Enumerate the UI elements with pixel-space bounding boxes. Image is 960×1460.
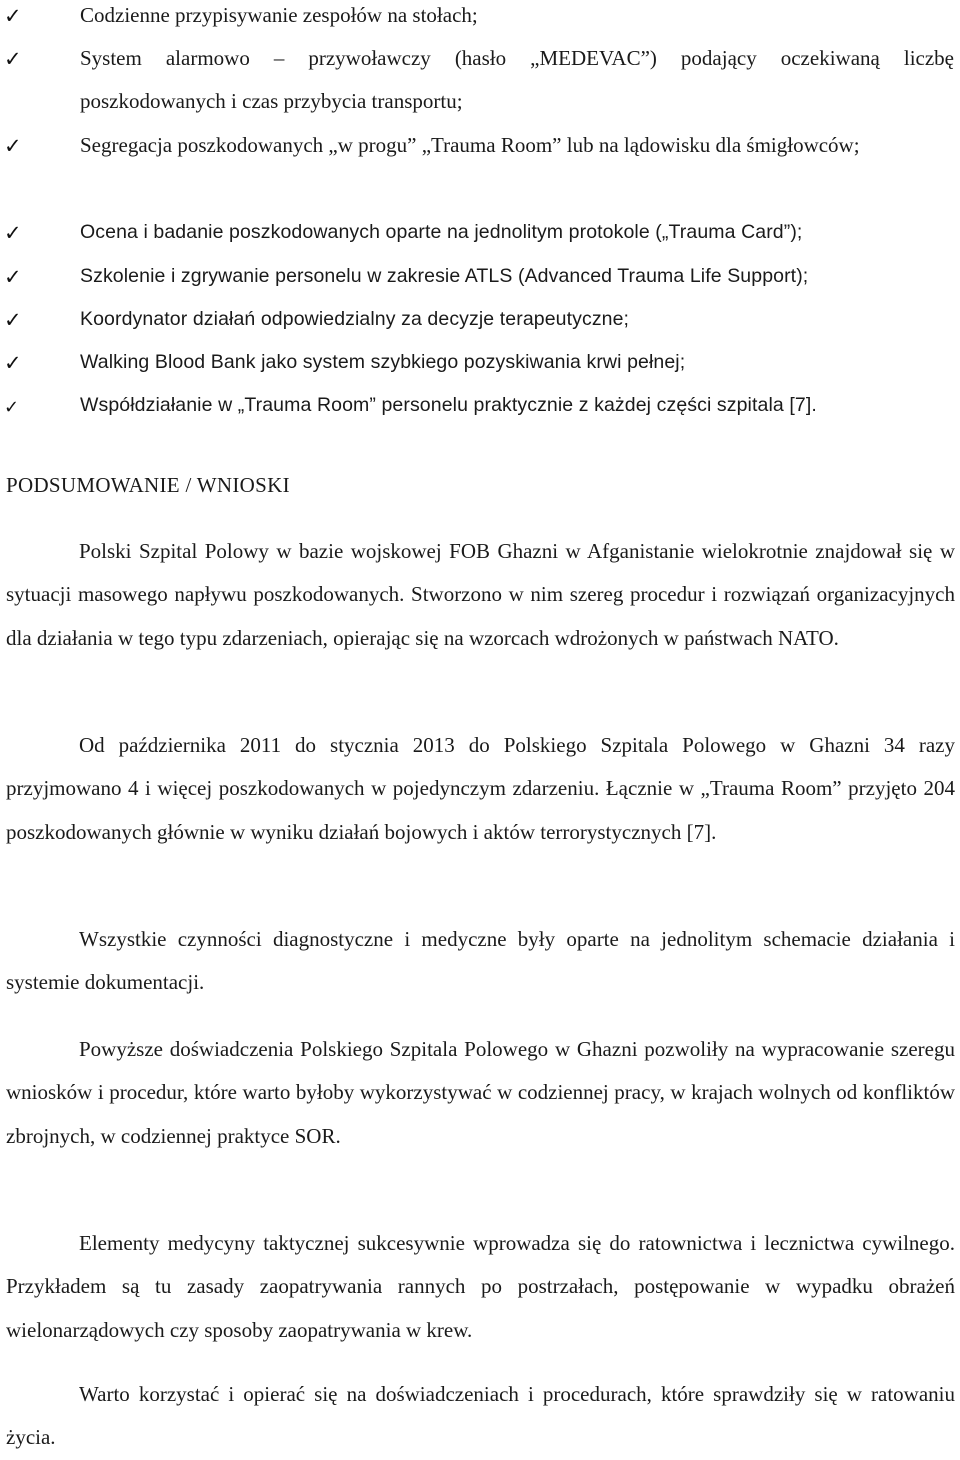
list-item-text: Walking Blood Bank jako system szybkiego pozyskiwania krwi pełnej; [80, 351, 686, 373]
list-item-text: Szkolenie i zgrywanie personelu w zakresie ATLS (Advanced Trauma Life Support); [80, 265, 809, 287]
paragraph: Powyższe doświadczenia Polskiego Szpitala Polowego w Ghazni pozwoliły na wypracowanie szeregu wniosków i procedur, które warto byłoby wykorzystywać w codziennej pracy, w krajach wolnych od konfliktów zbrojnych, w codziennej praktyce SOR. [6, 1037, 955, 1148]
checkmark-icon: ✓ [4, 134, 22, 158]
list-item-text: Ocena i badanie poszkodowanych oparte na jednolitym protokole („Trauma Card”); [80, 221, 803, 243]
checkmark-icon: ✓ [4, 4, 22, 28]
checkmark-icon: ✓ [4, 397, 20, 418]
paragraph: Warto korzystać i opierać się na doświadczeniach i procedurach, które sprawdziły się w ratowaniu życia. [6, 1382, 955, 1450]
paragraph: Elementy medycyny taktycznej sukcesywnie wprowadza się do ratownictwa i lecznictwa cywilnego. Przykładem są tu zasady zaopatrywania rannych po postrzałach, postępowanie w wypadku obrażeń wielonarządowych czy sposoby zaopatrywania w krew. [6, 1231, 955, 1342]
checkmark-icon: ✓ [4, 47, 22, 71]
checkmark-icon: ✓ [4, 351, 22, 375]
checkmark-icon: ✓ [4, 308, 22, 332]
list-item-text: Segregacja poszkodowanych „w progu” „Trauma Room” lub na lądowisku dla śmigłowców; [80, 133, 860, 157]
paragraph: Polski Szpital Polowy w bazie wojskowej FOB Ghazni w Afganistanie wielokrotnie znajdował się w sytuacji masowego napływu poszkodowanych. Stworzono w nim szereg procedur i rozwiązań organizacyjnych dla działania w tego typu zdarzeniach, opierając się na wzorcach wdrożonych w państwach NATO. [6, 539, 955, 650]
checkmark-icon: ✓ [4, 221, 22, 245]
checkmark-icon: ✓ [4, 265, 22, 289]
list-item-text: Współdziałanie w „Trauma Room” personelu praktycznie z każdej części szpitala [7]. [80, 394, 817, 416]
list-item-text: Codzienne przypisywanie zespołów na stołach; [80, 3, 478, 27]
paragraph: Od października 2011 do stycznia 2013 do Polskiego Szpitala Polowego w Ghazni 34 razy przyjmowano 4 i więcej poszkodowanych w pojedynczym zdarzeniu. Łącznie w „Trauma Room” przyjęto 204 poszkodowanych głównie w wyniku działań bojowych i aktów terrorystycznych [7]. [6, 733, 955, 844]
list-item-text: Koordynator działań odpowiedzialny za decyzje terapeutyczne; [80, 308, 630, 330]
section-heading: PODSUMOWANIE / WNIOSKI [6, 473, 290, 497]
list-item-text: System alarmowo – przywoławczy (hasło „MEDEVAC”) podający oczekiwaną liczbę poszkodowanych i czas przybycia transportu; [80, 46, 954, 113]
paragraph: Wszystkie czynności diagnostyczne i medyczne były oparte na jednolitym schemacie działania i systemie dokumentacji. [6, 927, 955, 995]
